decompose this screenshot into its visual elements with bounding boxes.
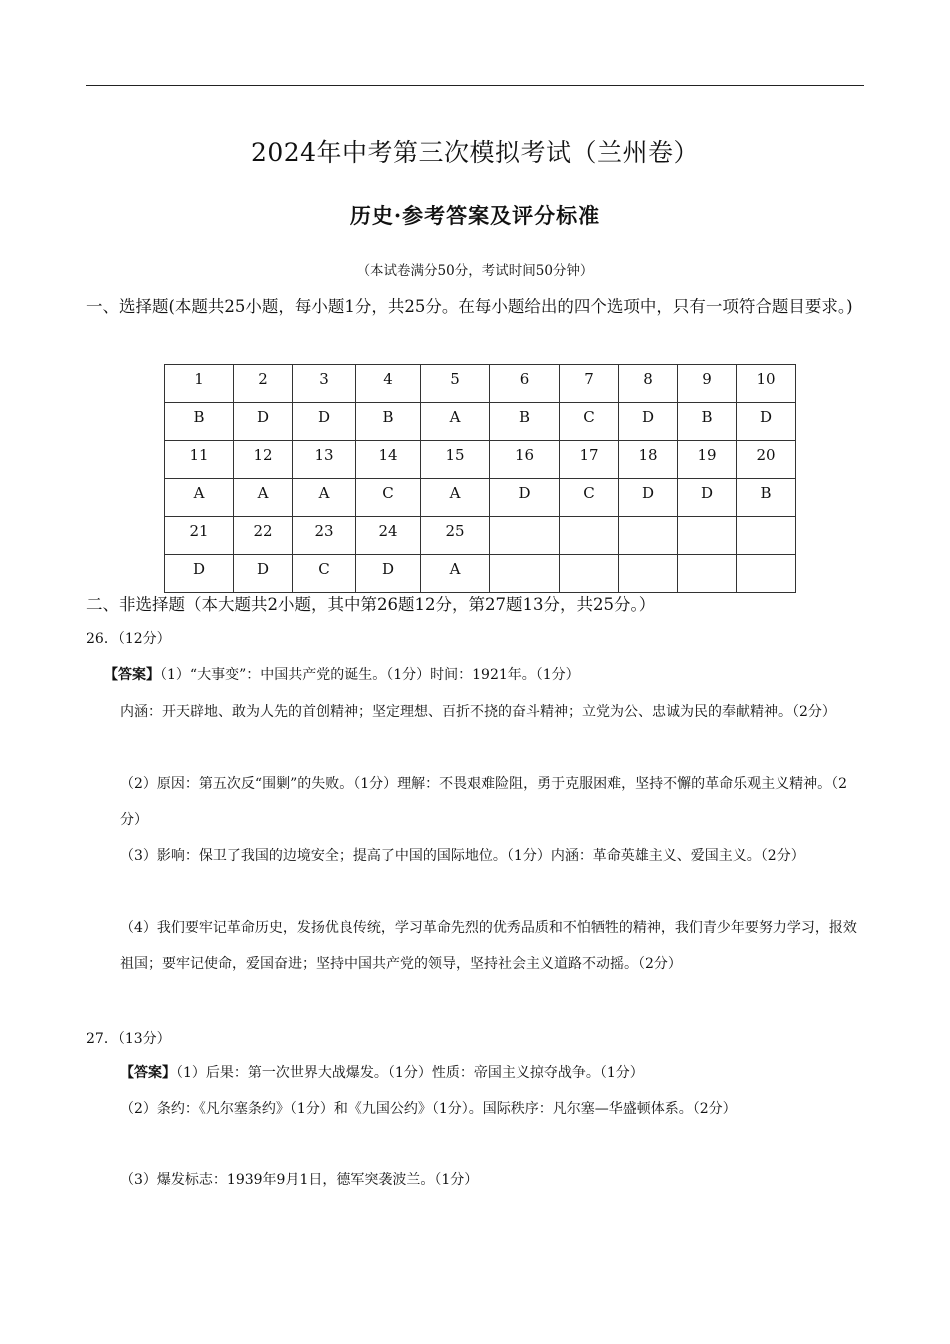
table-cell: 19 [678,441,737,479]
table-cell: 4 [356,365,421,403]
table-cell: 15 [421,441,490,479]
answer-tag: 【答案】 [120,1065,176,1081]
table-cell: 18 [619,441,678,479]
table-cell: C [356,479,421,517]
table-cell: D [490,479,560,517]
table-cell [490,555,560,593]
question-26-answer-4: （4）我们要牢记革命历史，发扬优良传统，学习革命先烈的优秀品质和不怕牺牲的精神，我们青少年要努力学习，报效祖国；要牢记使命，爱国奋进；坚持中国共产党的领导，坚持社会主义道路不动摇。（2分） [120,920,857,972]
table-cell [490,517,560,555]
table-row [165,441,796,479]
exam-note: （本试卷满分50分，考试时间50分钟） [356,263,594,279]
table-row [165,365,796,403]
table-cell: 24 [356,517,421,555]
question-26-answer-1b: 内涵：开天辟地、敢为人先的首创精神；坚定理想、百折不挠的奋斗精神；立党为公、忠诚为民的奉献精神。（2分） [120,704,836,720]
question-27-answer-3: （3）爆发标志：1939年9月1日，德军突袭波兰。（1分） [120,1172,479,1188]
table-cell [737,555,796,593]
question-27-answer-1 [120,1055,866,1091]
table-cell: D [737,403,796,441]
table-cell: D [619,479,678,517]
table-cell: A [421,403,490,441]
answer-text: （1）后果：第一次世界大战爆发。（1分）性质：帝国主义掠夺战争。（1分） [176,1065,644,1081]
table-cell: D [293,403,356,441]
table-row [165,479,796,517]
document-subtitle: 历史·参考答案及评分标准 [349,203,601,228]
question-26-number: 26．（12分） [86,631,171,647]
table-cell: 17 [560,441,619,479]
table-cell: D [356,555,421,593]
table-cell: 14 [356,441,421,479]
table-cell: D [619,403,678,441]
table-cell: B [356,403,421,441]
table-row [165,403,796,441]
table-cell [560,555,619,593]
table-cell: C [560,479,619,517]
table-cell: 1 [165,365,234,403]
table-row [165,517,796,555]
table-cell: 13 [293,441,356,479]
table-cell: 22 [234,517,293,555]
section-1-heading: 一、选择题(本题共25小题，每小题1分，共25分。在每小题给出的四个选项中，只有一项符合题目要求。) [86,297,853,316]
table-cell: A [293,479,356,517]
table-cell: 23 [293,517,356,555]
answer-table [164,364,796,593]
table-cell: 11 [165,441,234,479]
table-cell: 21 [165,517,234,555]
table-cell [619,555,678,593]
table-cell: A [421,555,490,593]
table-cell: A [165,479,234,517]
table-cell: C [560,403,619,441]
table-cell: 8 [619,365,678,403]
table-cell: 16 [490,441,560,479]
question-26-answer-1 [104,657,866,693]
table-cell [678,555,737,593]
question-26-answer-3: （3）影响：保卫了我国的边境安全；提高了中国的国际地位。（1分）内涵：革命英雄主义、爱国主义。（2分） [120,848,805,864]
table-cell: D [165,555,234,593]
table-cell: 7 [560,365,619,403]
table-cell: 9 [678,365,737,403]
section-2-heading: 二、非选择题（本大题共2小题，其中第26题12分，第27题13分，共25分。） [86,595,656,614]
table-cell: C [293,555,356,593]
table-cell: B [678,403,737,441]
table-cell: 10 [737,365,796,403]
table-cell: B [737,479,796,517]
table-cell: D [678,479,737,517]
table-cell: 2 [234,365,293,403]
table-cell: A [234,479,293,517]
table-cell: D [234,403,293,441]
document-title: 2024年中考第三次模拟考试（兰州卷） [250,138,700,167]
header-rule [86,85,864,86]
answer-tag: 【答案】 [104,667,160,683]
table-cell: D [234,555,293,593]
answer-text: （1）“大事变”：中国共产党的诞生。（1分）时间：1921年。（1分） [160,667,580,683]
table-cell: 12 [234,441,293,479]
question-27-number: 27．（13分） [86,1031,171,1047]
table-cell: 20 [737,441,796,479]
question-26-answer-2: （2）原因：第五次反“围剿”的失败。（1分）理解：不畏艰难险阻，勇于克服困难，坚持不懈的革命乐观主义精神。（2分） [120,776,848,828]
table-cell: 6 [490,365,560,403]
table-cell [560,517,619,555]
table-cell [737,517,796,555]
table-cell: 5 [421,365,490,403]
table-row [165,555,796,593]
table-cell: B [490,403,560,441]
table-cell: A [421,479,490,517]
table-cell: B [165,403,234,441]
table-cell [678,517,737,555]
table-cell: 25 [421,517,490,555]
question-27-answer-2: （2）条约：《凡尔塞条约》（1分）和《九国公约》（1分）。国际秩序：凡尔塞—华盛顿体系。（2分） [120,1101,737,1117]
table-cell: 3 [293,365,356,403]
table-cell [619,517,678,555]
